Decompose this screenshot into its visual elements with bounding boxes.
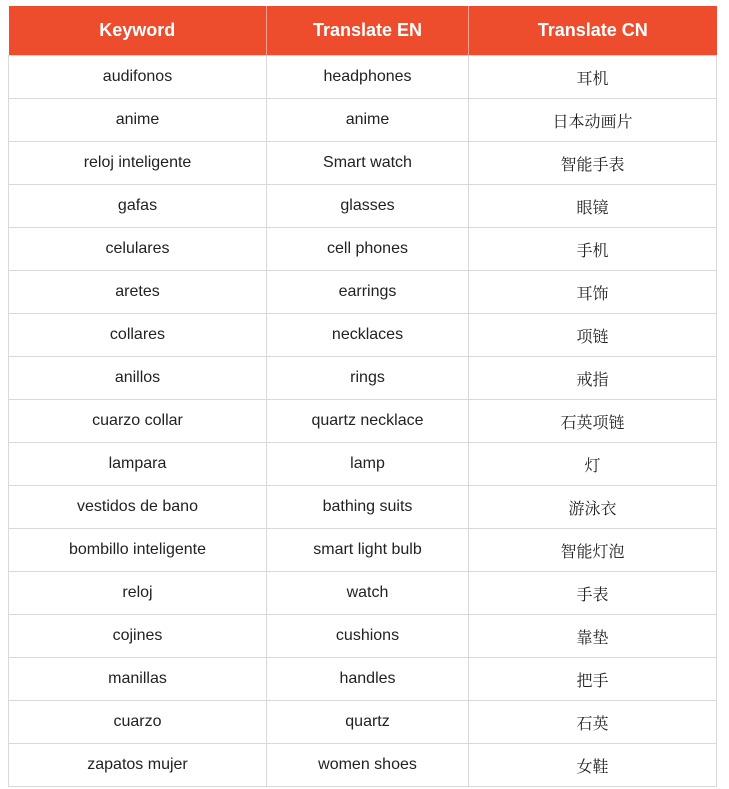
translate-cn-cell: 智能灯泡 [469,529,717,572]
translate-cn-cell: 日本动画片 [469,99,717,142]
translate-en-cell: cell phones [267,228,469,271]
table-row [9,443,717,486]
translate-en-cell: women shoes [267,744,469,787]
translate-en-cell: handles [267,658,469,701]
keyword-cell: aretes [9,271,267,314]
table-row [9,271,717,314]
translate-en-cell: quartz necklace [267,400,469,443]
keyword-cell: cuarzo [9,701,267,744]
translate-cn-cell: 眼镜 [469,185,717,228]
translate-cn-cell: 耳机 [469,56,717,99]
table-row [9,357,717,400]
translate-en-cell: earrings [267,271,469,314]
translate-cn-cell: 戒指 [469,357,717,400]
header-row [9,6,717,56]
keyword-cell: cojines [9,615,267,658]
table-row [9,314,717,357]
translate-en-cell: anime [267,99,469,142]
table-row [9,486,717,529]
table-row [9,615,717,658]
translate-en-cell: Smart watch [267,142,469,185]
table-row [9,228,717,271]
translate-cn-cell: 手机 [469,228,717,271]
translate-en-cell: rings [267,357,469,400]
keyword-translation-table-container [8,6,716,787]
translate-cn-cell: 石英 [469,701,717,744]
translate-en-cell: smart light bulb [267,529,469,572]
table-row [9,99,717,142]
table-row [9,185,717,228]
translate-en-cell: cushions [267,615,469,658]
translate-en-cell: glasses [267,185,469,228]
table-row [9,701,717,744]
keyword-cell: bombillo inteligente [9,529,267,572]
translate-cn-cell: 手表 [469,572,717,615]
translate-en-cell: quartz [267,701,469,744]
translate-en-cell: lamp [267,443,469,486]
keyword-cell: anime [9,99,267,142]
translate-en-cell: bathing suits [267,486,469,529]
keyword-cell: reloj inteligente [9,142,267,185]
keyword-cell: reloj [9,572,267,615]
translate-cn-cell: 靠垫 [469,615,717,658]
translate-en-cell: necklaces [267,314,469,357]
table-header [9,6,717,56]
keyword-cell: zapatos mujer [9,744,267,787]
table-row [9,56,717,99]
translate-en-cell: watch [267,572,469,615]
table-body [9,56,717,787]
translate-cn-cell: 灯 [469,443,717,486]
keyword-cell: vestidos de bano [9,486,267,529]
keyword-cell: celulares [9,228,267,271]
translate-cn-cell: 女鞋 [469,744,717,787]
keyword-cell: lampara [9,443,267,486]
keyword-cell: manillas [9,658,267,701]
translate-cn-cell: 智能手表 [469,142,717,185]
table-row [9,744,717,787]
translate-cn-cell: 把手 [469,658,717,701]
keyword-cell: cuarzo collar [9,400,267,443]
keyword-cell: collares [9,314,267,357]
keyword-cell: audifonos [9,56,267,99]
keyword-cell: gafas [9,185,267,228]
table-row [9,529,717,572]
table-row [9,572,717,615]
keyword-cell: anillos [9,357,267,400]
table-row [9,142,717,185]
table-row [9,658,717,701]
translate-en-cell: headphones [267,56,469,99]
keyword-translation-table [8,6,717,787]
table-row [9,400,717,443]
header-keyword: Keyword [9,6,267,56]
header-translate-cn: Translate CN [469,6,717,56]
header-translate-en: Translate EN [267,6,469,56]
translate-cn-cell: 耳饰 [469,271,717,314]
translate-cn-cell: 项链 [469,314,717,357]
translate-cn-cell: 石英项链 [469,400,717,443]
translate-cn-cell: 游泳衣 [469,486,717,529]
